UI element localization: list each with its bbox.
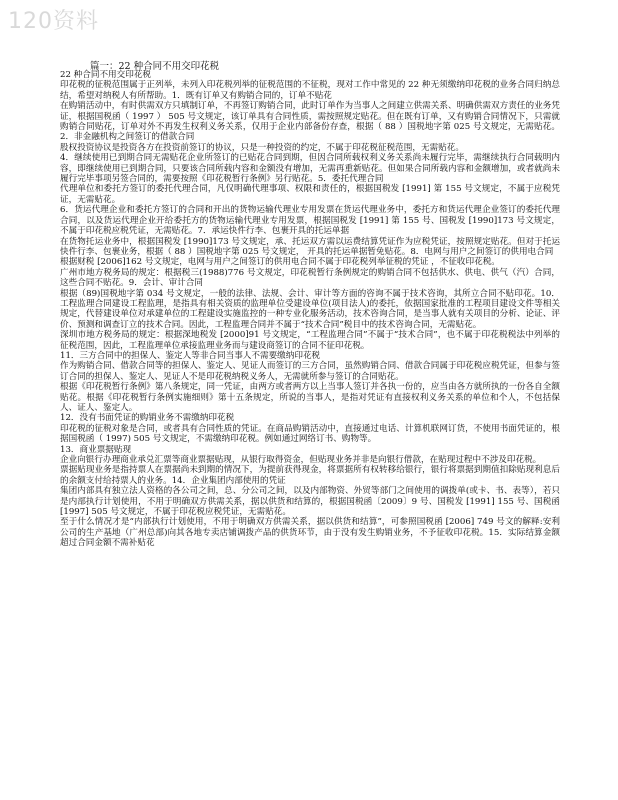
paragraph: 股权投资协议是投资各方在投资前签订的协议，只是一种投资的约定，不属于印花税征税范围，无需贴花。 — [60, 142, 464, 153]
paragraph: 深圳市地方税务局的规定：根据深地税发 [2000]91 号文规定，“工程监理合同”不属于“技术合同”，也不属于印花税税法中列举的征税范围，因此，工程监理单位承接监理业务而与建设商签订的合同不征印花税。 — [60, 330, 560, 351]
paragraph: 代理单位和委托方签订的委托代理合同，凡仅明确代理事项、权限和责任的，根据国税发 [1991] 第 155 号文规定，不属于应税凭证，无需贴花。 — [60, 184, 560, 205]
paragraph: 至于什么情况才是“内部执行计划使用，不用于明确双方供需关系，据以供货和结算”，可参照国税函 [2006] 749 号文的解释:安利公司的生产基地（广州总部)向其各地专卖店铺调拨产品的供货环节，由于没有发生购销业务，不予征收印花税。15．实际结算金额超过合同金额不需补贴花 — [60, 517, 560, 549]
document-body — [60, 70, 560, 549]
paragraph: 根据《印花税暂行条例》第八条规定，同一凭证，由两方或者两方以上当事人签订并各执一份的，应当由各方就所执的一份各自全额贴花。根据《印花税暂行条例实施细则》第十五条规定，所说的当事人，是指对凭证有直接权利义务关系的单位和个人，不包括保人、证人、鉴定人。 — [60, 382, 560, 413]
paragraph: 票据贴现业务是指持票人在票据尚未到期的情况下，为提前获得现金，将票据所有权转移给银行，银行将票据到期值扣除贴现利息后的余额支付给持票人的业务。14．企业集团内部使用的凭证 — [60, 465, 560, 486]
paragraph: 集团内部具有独立法人资格的各公司之间，总、分公司之间，以及内部物资、外贸等部门之间使用的调拨单(或卡、书、表等），若只是内部执行计划使用，不用于明确双方供需关系，据以供货和结算的，根据国税函〔2009〕9 号、国税发 [1991] 155 号、国税函 [1997] 505 号文规定，不属于印花税应税凭证，无需贴花。 — [60, 486, 560, 518]
paragraph: 作为购销合同、借款合同等的担保人、鉴定人、见证人而签订的三方合同，虽然购销合同、借款合同属于印花税应税凭证，但参与签订合同的担保人、鉴定人、见证人不是印花税纳税义务人，无需就所参与签订的合同贴花。 — [60, 361, 560, 382]
paragraph: 印花税的征税范围属于正列举，未列入印花税列举的征税范围的不征税，现对工作中常见的 22 种无须缴纳印花税的业务合同归纳总结，希望对纳税人有所帮助。1．既有订单又有购销合同的，订单不贴花 — [60, 80, 560, 101]
paragraph: 6．货运代理企业和委托方签订的合同和开出的货物运输代理业专用发票在货运代理业务中，委托方和货运代理企业签订的委托代理合同，以及货运代理企业开给委托方的货物运输代理业专用发票，根据国税发 [1991] 第 155 号、国税发 [1990]173 号文规定，不属于印花税应税凭证，无需贴花。7．承运快件行李、包裹开具的托运单据 — [60, 205, 560, 237]
paragraph: 根据（89)国税地字第 034 号文规定，一般的法律、法规、会计、审计等方面的咨询不属于技术咨询，其所立合同不贴印花。10．工程监理合同建设工程监理，是指具有相关资质的监理单位受建设单位(项目法人)的委托，依据国家批准的工程项目建设文件等相关规定，代替建设单位对承建单位的工程建设实施监控的一种专业化服务活动，技术咨询合同，是当事人就有关项目的分析、论证、评价、预测和调查订立的技术合同。因此，工程监理合同并不属于“技术合同”税目中的技术咨询合同，无需贴花。 — [60, 288, 560, 330]
paragraph: 企业向银行办理商业承兑汇票等商业票据贴现，从银行取得资金，但贴现业务并非是向银行借款，在贴现过程中不涉及印花税。 — [60, 455, 542, 466]
paragraph: 印花税的征税对象是合同，或者具有合同性质的凭证。在商品购销活动中，直接通过电话、计算机联网订货，不使用书面凭证的，根据国税函（ 1997) 505 号文规定，不需缴纳印花税。例如通过网络订书、购物等。 — [60, 423, 560, 445]
paragraph: 13．商业票据贴现 — [60, 444, 132, 455]
paragraph: 11．三方合同中的担保人、鉴定人等非合同当事人不需要缴纳印花税 — [60, 350, 321, 361]
paragraph: 广州市地方税务局的规定：根据税三(1988)776 号文规定，印花税暂行条例规定的购销合同不包括供水、供电、供气（汽）合同，这些合同不贴花。9．会计、审计合同 — [60, 267, 560, 289]
document-subtitle: 22 种合同不用交印花税 — [60, 70, 152, 80]
paragraph: 在购销活动中，有时供需双方只填制订单，不再签订购销合同，此时订单作为当事人之间建立供需关系、明确供需双方责任的业务凭证，根据国税函（ 1997 ） 505 号文规定，该订单具有合同性质，需按照规定贴花。但在既有订单，又有购销合同情况下，只需就购销合同贴花，订单对外不再发生权利义务关系，仅用于企业内部备份存查，根据（ 88 ）国税地字第 025 号文规定，无需贴花。2．非金融机构之间签订的借款合同 — [60, 101, 560, 143]
paragraph: 在货物托运业务中，根据国税发 [1990]173 号文规定，承、托运双方需以运费结算凭证作为应税凭证，按照规定贴花。但对于托运快件行李、包裹业务，根据（ 88 ）国税地字第 025 号文规定， 开具的托运单据暂免贴花。8．电网与用户之间签订的供用电合同 — [60, 236, 560, 257]
paragraph: 4．继续使用已到期合同无需贴花企业所签订的已贴花合同到期，但因合同所载权利义务关系尚未履行完毕，需继续执行合同载明内容，即继续使用已到期合同，只要该合同所载内容和金额没有增加，无需再重新贴花。但如果合同所载内容和金额增加，或者就尚未履行完毕事项另签合同的，需要按照《印花税暂行条例》另行贴花。5．委托代理合同 — [60, 153, 560, 185]
paragraph: 12．没有书面凭证的购销业务不需缴纳印花税 — [60, 413, 235, 424]
paragraph: 根据财税 [2006]162 号文规定，电网与用户之间签订的供用电合同不属于印花税列举征税的凭证 ，不征收印花税。 — [60, 257, 500, 268]
document-title: 篇一：22 种合同不用交印花税 — [90, 61, 220, 72]
watermark-logo: 120资料 — [8, 9, 99, 34]
